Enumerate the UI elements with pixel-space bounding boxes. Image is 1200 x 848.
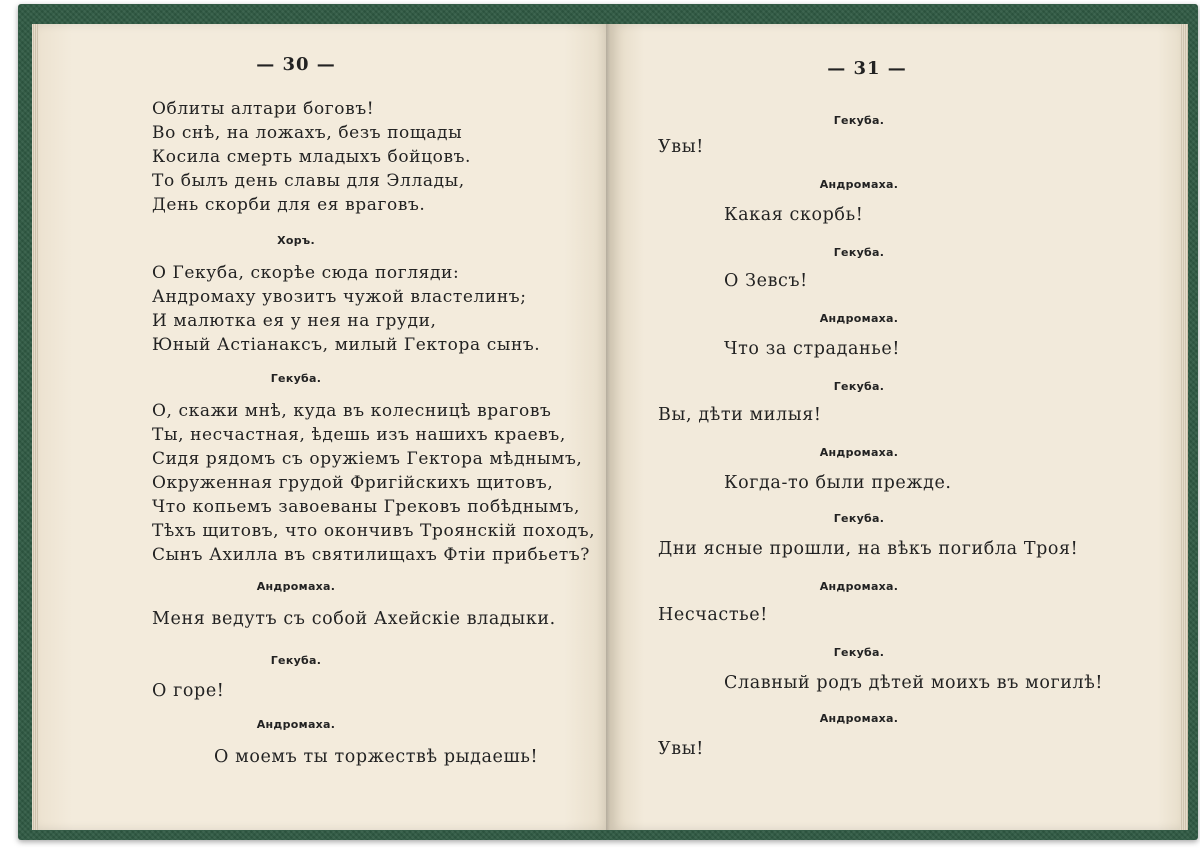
verse-line: Сидя рядомъ съ оружіемъ Гектора мѣднымъ,: [152, 449, 583, 469]
speaker-label: Андромаха.: [256, 580, 336, 593]
verse-line: Окруженная грудой Фригійскихъ щитовъ,: [152, 473, 554, 493]
verse-line: Увы!: [658, 137, 704, 157]
speaker-label: Хоръ.: [277, 234, 315, 247]
speaker-label: Андромаха.: [256, 718, 336, 731]
speaker-label: Гекуба.: [833, 646, 885, 659]
speaker-label: Гекуба.: [833, 512, 885, 525]
verse-line: Увы!: [658, 739, 704, 759]
speaker-label: Андромаха.: [819, 178, 899, 191]
speaker-label: Гекуба.: [833, 380, 885, 393]
page-number: — 31 —: [827, 58, 907, 79]
book-cover: [18, 4, 1198, 840]
verse-line: Тѣхъ щитовъ, что окончивъ Троянскій походъ,: [152, 521, 596, 541]
verse-line: Какая скорбь!: [724, 205, 864, 225]
verse-line: Во снѣ, на ложахъ, безъ пощады: [152, 123, 463, 143]
verse-line: Несчастье!: [658, 605, 768, 625]
left-page: [38, 24, 610, 830]
verse-line: О Зевсъ!: [724, 271, 808, 291]
verse-line: Славный родъ дѣтей моихъ въ могилѣ!: [724, 673, 1104, 693]
page-number: — 30 —: [256, 54, 336, 75]
verse-line: Что за страданье!: [724, 339, 900, 359]
verse-line: Меня ведутъ съ собой Ахейскіе владыки.: [152, 609, 556, 629]
verse-line: Дни ясные прошли, на вѣкъ погибла Троя!: [658, 539, 1079, 559]
verse-line: Что копьемъ завоеваны Грековъ побѣднымъ,: [152, 497, 581, 517]
speaker-label: Андромаха.: [819, 580, 899, 593]
verse-line: Ты, несчастная, ѣдешь изъ нашихъ краевъ,: [152, 425, 566, 445]
verse-line: И малютка ея у нея на груди,: [152, 311, 437, 331]
speaker-label: Гекуба.: [270, 654, 322, 667]
verse-line: То былъ день славы для Эллады,: [152, 171, 465, 191]
verse-line: Сынъ Ахилла въ святилищахъ Фтіи прибьетъ?: [152, 545, 590, 565]
speaker-label: Гекуба.: [833, 114, 885, 127]
verse-line: Облиты алтари боговъ!: [152, 99, 375, 119]
right-page: [610, 24, 1180, 830]
speaker-label: Андромаха.: [819, 312, 899, 325]
verse-line: Вы, дѣти милыя!: [658, 405, 822, 425]
verse-line: О Гекуба, скорѣе сюда погляди:: [152, 263, 460, 283]
verse-line: Андромаху увозитъ чужой властелинъ;: [152, 287, 527, 307]
verse-line: Юный Астіанаксъ, милый Гектора сынъ.: [152, 335, 541, 355]
speaker-label: Андромаха.: [819, 446, 899, 459]
verse-line: Когда-то были прежде.: [724, 473, 952, 493]
verse-line: День скорби для ея враговъ.: [152, 195, 426, 215]
speaker-label: Гекуба.: [833, 246, 885, 259]
speaker-label: Андромаха.: [819, 712, 899, 725]
verse-line: О моемъ ты торжествѣ рыдаешь!: [214, 747, 539, 767]
verse-line: О горе!: [152, 681, 225, 701]
verse-line: О, скажи мнѣ, куда въ колесницѣ враговъ: [152, 401, 552, 421]
speaker-label: Гекуба.: [270, 372, 322, 385]
verse-line: Косила смерть младыхъ бойцовъ.: [152, 147, 472, 167]
